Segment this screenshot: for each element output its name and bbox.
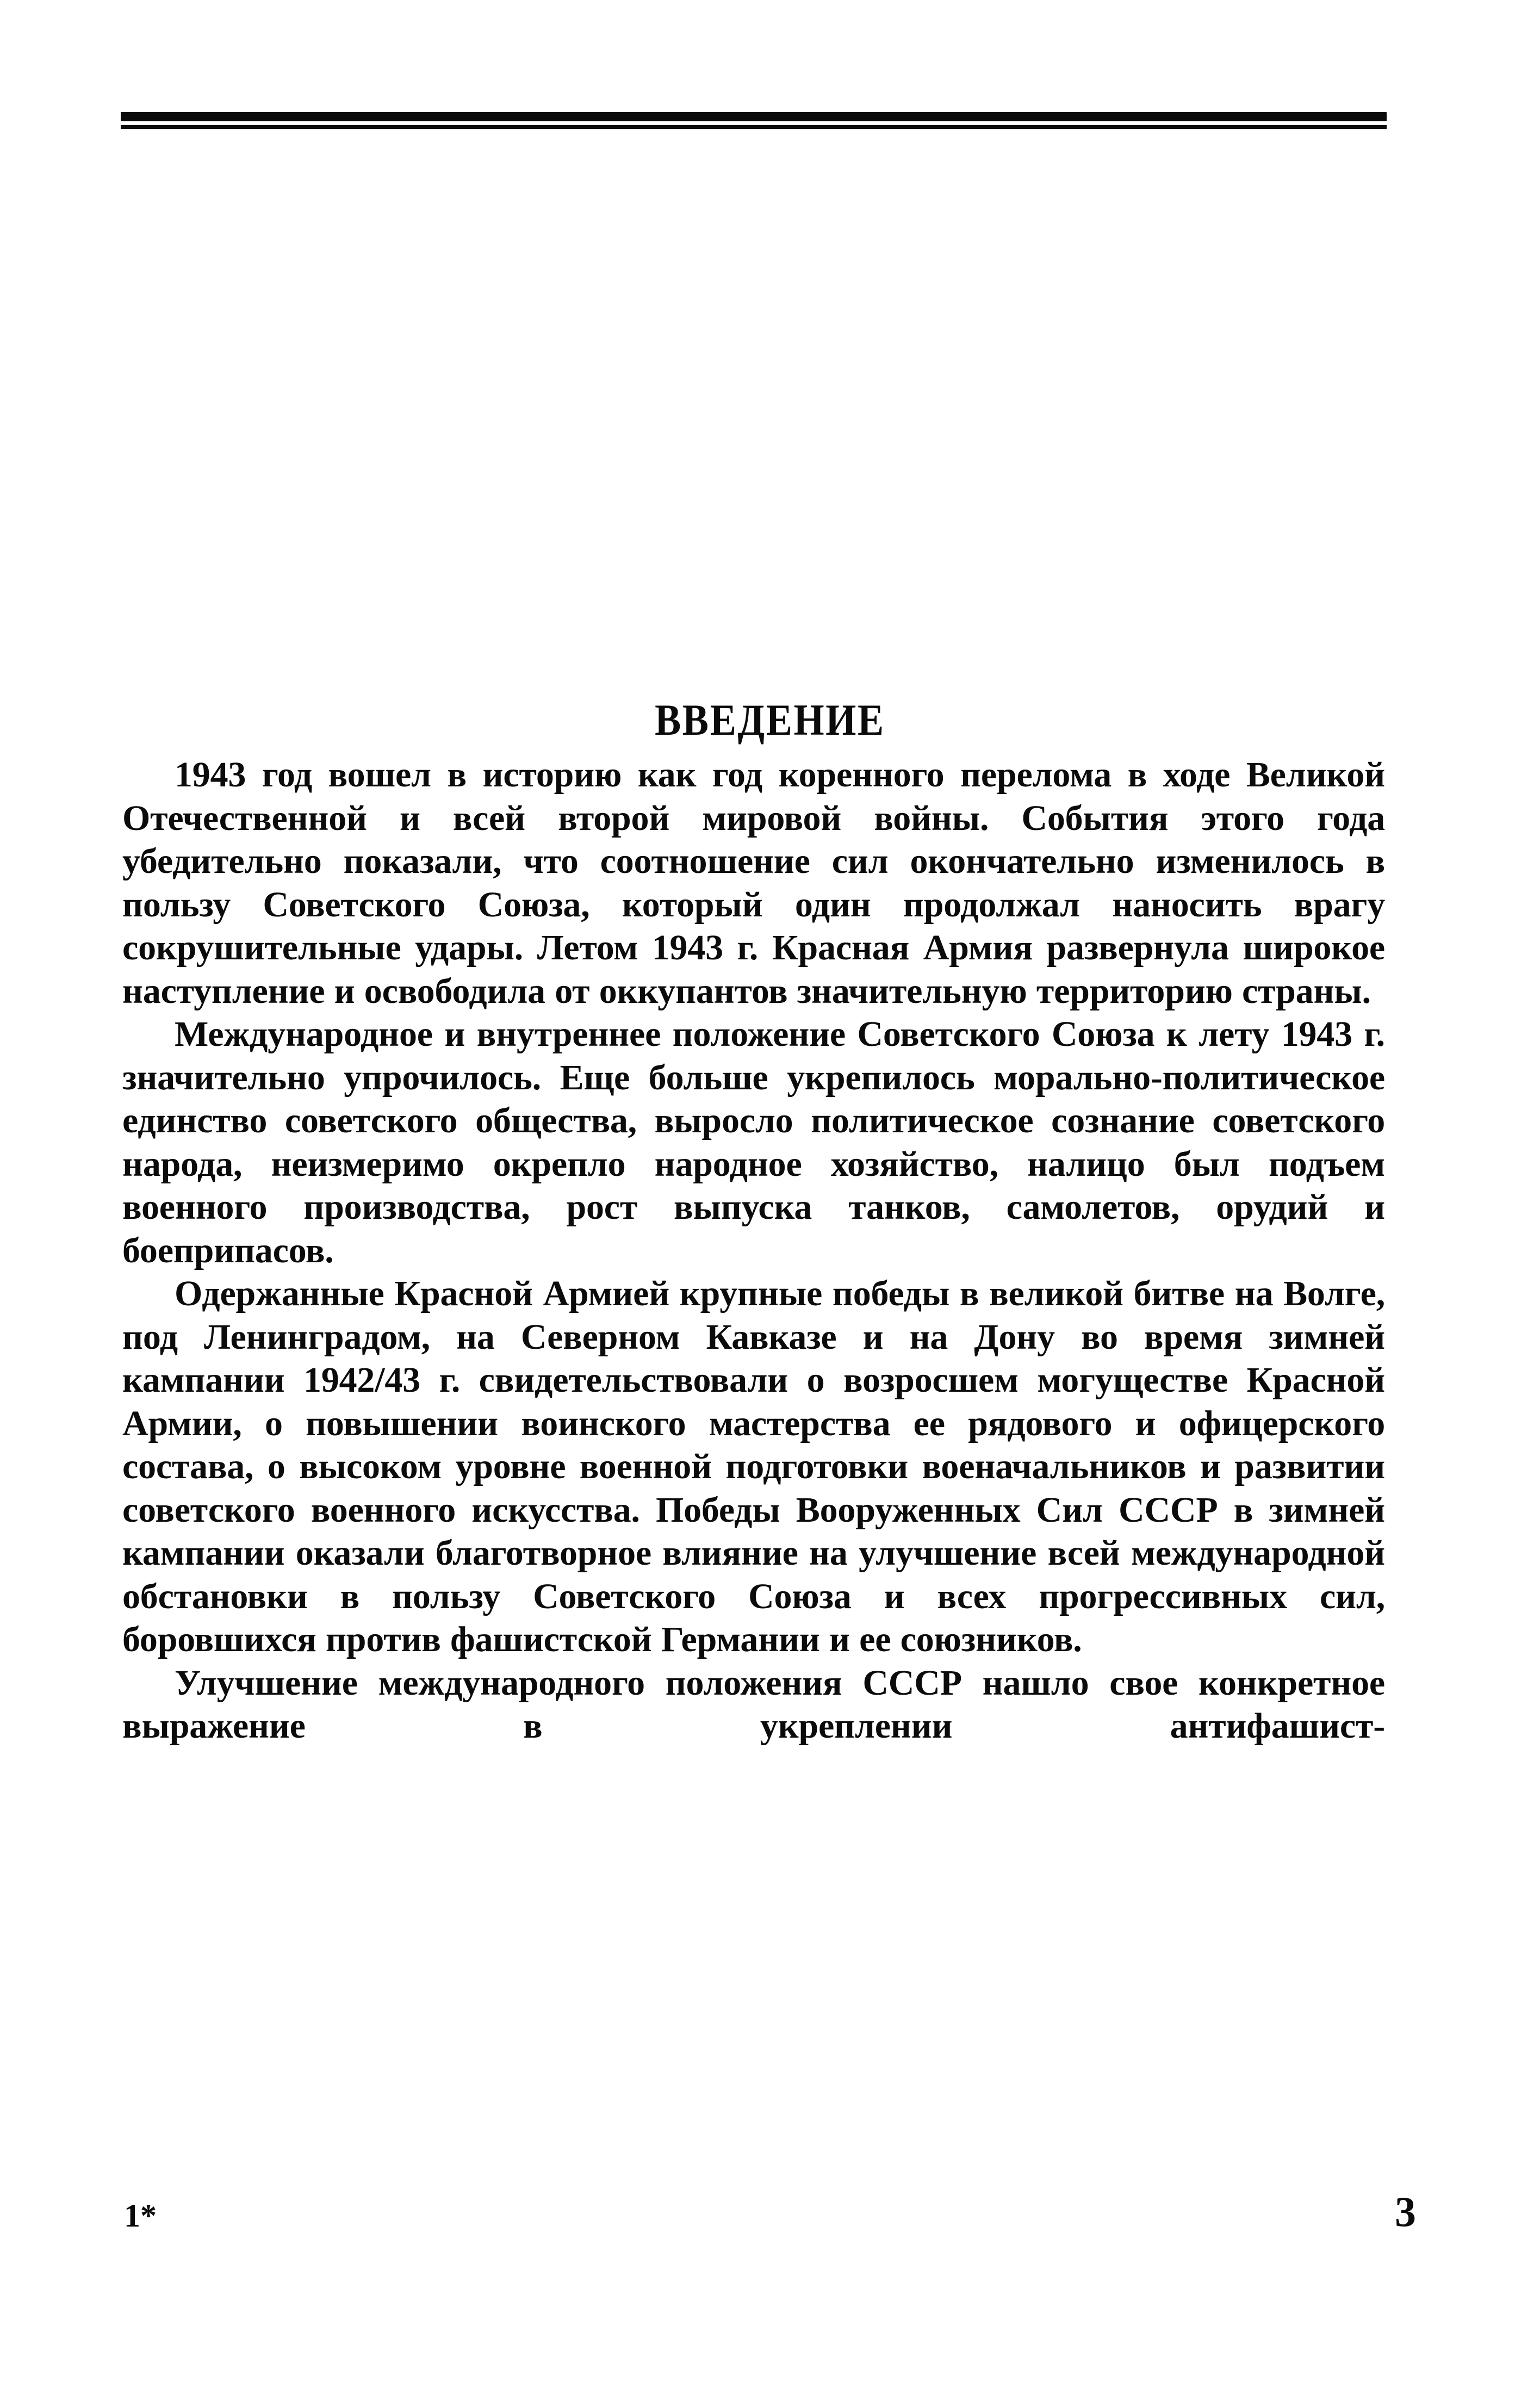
rule-thick-bar [121,112,1387,121]
paragraph: Одержанные Красной Армией крупные победы в великой битве на Волге, под Ленинградом, на Северном Кавказе и на Дону во время зимней кампании 1942/43 г. свидетельствовали о возросшем могуществе Красной Армии, о повышении воинского мастерства ее рядового и офицерского состава, о высоком уровне военной подготовки военачальников и развитии советского военного искусства. Победы Вооруженных Сил СССР в зимней кампании оказали благотворное влияние на улучшение всей международной обстановки в пользу Советского Союза и всех прогрессивных сил, боровшихся против фашистской Германии и ее союзников. [122,1274,1385,1659]
paragraph: Улучшение международного положения СССР нашло свое конкретное выражение в укреплении антифашист- [122,1663,1385,1746]
paragraph: 1943 год вошел в историю как год коренного перелома в ходе Великой Отечественной и всей второй мировой войны. События этого года убедительно показали, что соотношение сил окончательно изменилось в пользу Советского Союза, который один продолжал наносить врагу сокрушительные удары. Летом 1943 г. Красная Армия развернула широкое наступление и освободила от оккупантов значительную территорию страны. [122,755,1385,1011]
page-number: 3 [1395,2188,1416,2235]
body-text [122,753,1385,1748]
paragraph: Международное и внутреннее положение Советского Союза к лету 1943 г. значительно упрочилось. Еще больше укрепилось морально-политическое единство советского общества, выросло политическое сознание советского народа, неизмеримо окрепло народное хозяйство, налицо был подъем военного производства, рост выпуска танков, самолетов, орудий и боеприпасов. [122,1014,1385,1270]
page-title: ВВЕДЕНИЕ [655,695,885,745]
top-ornamental-rule [121,112,1387,129]
rule-gap [121,121,1387,125]
signature-mark: 1* [124,2198,157,2234]
rule-thin-line [121,125,1387,129]
